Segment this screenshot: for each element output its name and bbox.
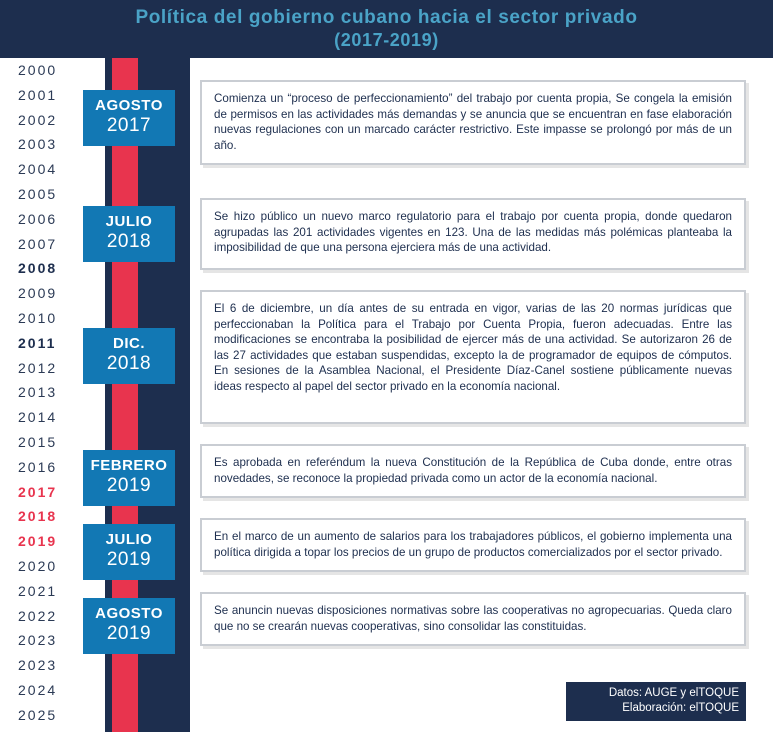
event-date-chip[interactable] bbox=[83, 524, 175, 580]
year-label: 2023 bbox=[18, 632, 58, 649]
year-label: 2000 bbox=[18, 62, 58, 78]
year-label: 2023 bbox=[18, 657, 58, 674]
year-label: 2016 bbox=[18, 458, 58, 475]
year-label: 2014 bbox=[18, 409, 58, 426]
event-month: AGOSTO bbox=[95, 97, 163, 114]
year-label: 2003 bbox=[18, 136, 58, 153]
year-label: 2002 bbox=[18, 111, 58, 128]
event-description-card: El 6 de diciembre, un día antes de su entrada en vigor, varias de las 20 normas jurídicas que perfeccionaban la Política para el Trabajo por Cuenta Propia, fueron adecuadas. Entre las modificaciones se encontraba la posibilidad de ejercer más de una actividad. Se autorizaron 26 de las 27 actividades que estaban suspendidas, excepto la de programador de equipos de cómputos. En sesiones de la Asamblea Nacional, el Presidente Díaz-Canel sostiene públicamente nuevas ideas respecto al papel del sector privado en la economía nacional. bbox=[200, 290, 746, 424]
event-year: 2017 bbox=[106, 115, 152, 136]
event-date-chip[interactable] bbox=[83, 328, 175, 384]
page-header bbox=[0, 0, 773, 58]
event-date-chip[interactable] bbox=[83, 90, 175, 146]
event-year: 2019 bbox=[106, 623, 152, 644]
year-label: 2007 bbox=[18, 235, 58, 252]
year-label: 2011 bbox=[18, 334, 57, 351]
event-date-chip[interactable] bbox=[83, 450, 175, 506]
year-label: 2015 bbox=[18, 433, 58, 450]
timeline-events bbox=[0, 58, 773, 732]
event-month: DIC. bbox=[113, 335, 145, 352]
credit-elaboration: Elaboración: elTOQUE bbox=[622, 702, 739, 714]
year-label: 2004 bbox=[18, 161, 58, 178]
year-label: 2001 bbox=[18, 86, 58, 103]
page-title: Política del gobierno cubano hacia el sector privado bbox=[135, 7, 638, 28]
credit-data-source: Datos: AUGE y elTOQUE bbox=[608, 687, 739, 699]
event-description-card: Es aprobada en referéndum la nueva Constitución de la República de Cuba donde, entre otras novedades, se reconoce la propiedad privada como un actor de la economía nacional. bbox=[200, 444, 746, 498]
year-label: 2009 bbox=[18, 285, 58, 302]
year-label: 2018 bbox=[18, 508, 58, 525]
event-month: JULIO bbox=[105, 213, 153, 230]
year-label: 2006 bbox=[18, 210, 58, 227]
event-date-chip[interactable] bbox=[83, 206, 175, 262]
year-label: 2008 bbox=[18, 260, 58, 277]
event-description-card: Se hizo público un nuevo marco regulatorio para el trabajo por cuenta propia, donde quedaron agrupadas las 201 actividades vigentes en 123. Una de las medidas más polémicas planteaba la imposibilidad de que una persona ejerciera más de una actividad. bbox=[200, 198, 746, 270]
event-year: 2019 bbox=[106, 549, 152, 570]
year-label: 2024 bbox=[18, 681, 58, 698]
year-label: 2022 bbox=[18, 607, 58, 624]
year-label: 2017 bbox=[18, 483, 58, 500]
page-subtitle: (2017-2019) bbox=[334, 30, 439, 50]
year-label: 2012 bbox=[18, 359, 58, 376]
event-description-card: Comienza un “proceso de perfeccionamiento” del trabajo por cuenta propia, Se congela la emisión de permisos en las actividades más demandas y se anuncia que se encuentran en fase elaboración nuevas regulaciones con un marcado carácter restrictivo. Este impasse se prolongó por más de un año. bbox=[200, 80, 746, 165]
event-year: 2018 bbox=[106, 231, 152, 252]
year-label: 2019 bbox=[18, 533, 58, 550]
year-label: 2013 bbox=[18, 384, 58, 401]
year-label: 2025 bbox=[18, 706, 58, 723]
event-month: FEBRERO bbox=[90, 457, 168, 474]
event-month: AGOSTO bbox=[95, 605, 163, 622]
year-label: 2005 bbox=[18, 185, 58, 202]
event-year: 2019 bbox=[106, 475, 152, 496]
year-label: 2010 bbox=[18, 309, 58, 326]
event-year: 2018 bbox=[106, 353, 152, 374]
credit-box bbox=[566, 682, 746, 721]
year-label: 2020 bbox=[18, 557, 58, 574]
event-month: JULIO bbox=[105, 531, 153, 548]
event-description-card: En el marco de un aumento de salarios para los trabajadores públicos, el gobierno implementa una política dirigida a topar los precios de un grupo de productos comercializados por el sector privado. bbox=[200, 518, 746, 572]
event-description-card: Se anuncin nuevas disposiciones normativas sobre las cooperativas no agropecuarias. Queda claro que no se crearán nuevas cooperativas, sino consolidar las constituidas. bbox=[200, 592, 746, 646]
year-label: 2021 bbox=[18, 582, 58, 599]
event-date-chip[interactable] bbox=[83, 598, 175, 654]
